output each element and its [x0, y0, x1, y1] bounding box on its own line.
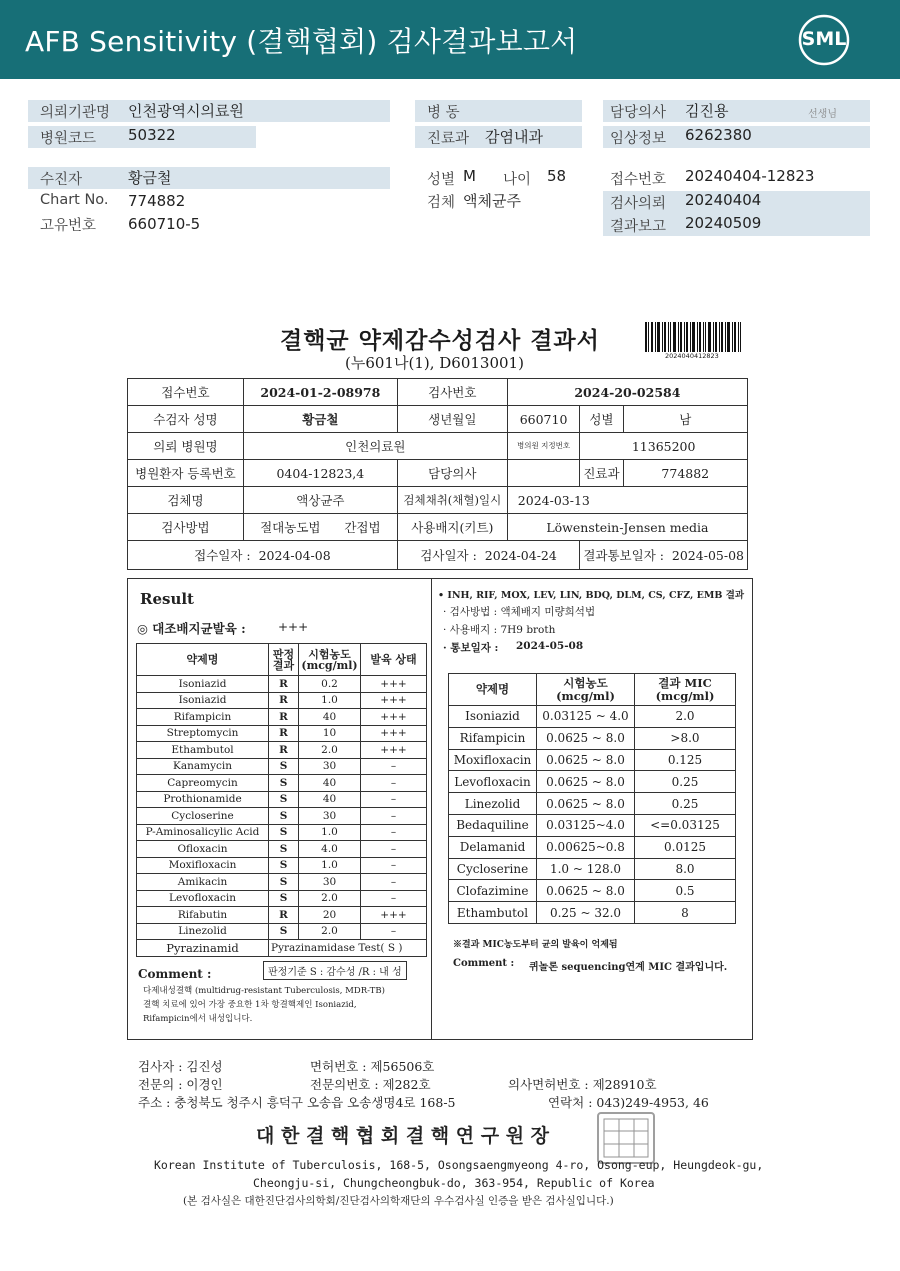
clinical-value: 6262380 — [685, 126, 752, 144]
drug-name: Kanamycin — [137, 758, 269, 775]
mic-result: 8.0 — [635, 858, 736, 880]
drug-name: Bedaquiline — [449, 814, 537, 836]
cell-label: 병원환자 등록번호 — [128, 460, 244, 487]
cell-value: Löwenstein-Jensen media — [507, 514, 747, 541]
judgement: S — [269, 808, 299, 825]
cell-value: 2024-03-13 — [507, 487, 747, 514]
growth: – — [361, 923, 427, 940]
concentration: 40 — [299, 709, 361, 726]
table-row — [449, 727, 736, 749]
specimen-label: 검체 — [427, 195, 456, 211]
report-title: AFB Sensitivity (결핵협회) 검사결과보고서 — [25, 25, 578, 58]
judgement: R — [269, 692, 299, 709]
growth: – — [361, 841, 427, 858]
cell-label: 수검자 성명 — [128, 406, 244, 433]
drug-name: Ofloxacin — [137, 841, 269, 858]
col-header: 시험농도 (mcg/ml) — [537, 674, 635, 706]
concentration-range: 0.0625 ~ 8.0 — [537, 880, 635, 902]
mic-result: 2.0 — [635, 706, 736, 728]
judgement: S — [269, 923, 299, 940]
growth: +++ — [361, 676, 427, 693]
col-header: 발육 상태 — [361, 644, 427, 676]
cell-label: 검체채취(채혈)일시 — [397, 487, 507, 514]
patient-info-table — [127, 378, 748, 570]
chart-label: Chart No. — [40, 192, 109, 208]
drug-name: Clofazimine — [449, 880, 537, 902]
table-row — [449, 814, 736, 836]
judgement: S — [269, 791, 299, 808]
drug-name: Delamanid — [449, 836, 537, 858]
table-row — [449, 880, 736, 902]
official-seal-icon — [597, 1112, 655, 1164]
address-en-line1: Korean Institute of Tuberculosis, 168-5, Osongsaengmyeong 4-ro, Osong-eup, Heungdeok-gu, — [154, 1158, 764, 1172]
growth: +++ — [361, 725, 427, 742]
mic-date-label: · 통보일자 : — [443, 642, 499, 654]
mic-result: 0.125 — [635, 749, 736, 771]
table-row — [449, 902, 736, 924]
col-header: 약제명 — [137, 644, 269, 676]
table-row — [137, 824, 427, 841]
concentration: 4.0 — [299, 841, 361, 858]
drug-name: Prothionamide — [137, 791, 269, 808]
cell-value: 남 — [623, 406, 747, 433]
doc-title: 결핵균 약제감수성검사 결과서 — [280, 327, 600, 354]
drug-name: Amikacin — [137, 874, 269, 891]
cell-value: 황금철 — [243, 406, 397, 433]
dept-label: 진료과 — [427, 131, 470, 147]
concentration: 1.0 — [299, 824, 361, 841]
sex-value: M — [463, 167, 476, 185]
table-row — [137, 841, 427, 858]
mic-table — [448, 673, 736, 924]
chart-value: 774882 — [128, 192, 186, 210]
table-row — [137, 890, 427, 907]
growth: – — [361, 758, 427, 775]
growth: – — [361, 808, 427, 825]
cell-label: 검사방법 — [128, 514, 244, 541]
cell-value: 액상균주 — [243, 487, 397, 514]
mic-result: 8 — [635, 902, 736, 924]
specialist: 전문의 : 이경인 — [138, 1077, 223, 1092]
drug-name: Isoniazid — [137, 692, 269, 709]
judgement: S — [269, 890, 299, 907]
drug-name: Linezolid — [449, 793, 537, 815]
dept-value: 감염내과 — [485, 128, 543, 146]
barcode-icon — [645, 322, 741, 352]
concentration: 2.0 — [299, 923, 361, 940]
cell-value: 0404-12823,4 — [243, 460, 397, 487]
patient-label: 수진자 — [40, 172, 83, 188]
concentration: 2.0 — [299, 742, 361, 759]
cell-value: 11365200 — [580, 433, 748, 460]
col-header: 판정 결과 — [269, 644, 299, 676]
age-label: 나이 — [503, 172, 532, 188]
judgement: R — [269, 742, 299, 759]
growth: – — [361, 874, 427, 891]
hospital-code-label: 병원코드 — [40, 131, 97, 147]
table-row — [137, 775, 427, 792]
cell-label: 담당의사 — [397, 460, 507, 487]
mic-result: 0.25 — [635, 771, 736, 793]
growth: +++ — [361, 742, 427, 759]
report-date-value: 20240509 — [685, 214, 762, 232]
patient-value: 황금철 — [128, 169, 172, 187]
drug-name: Rifampicin — [137, 709, 269, 726]
table-row — [137, 758, 427, 775]
cell-value: 2024-20-02584 — [507, 379, 747, 406]
growth: – — [361, 890, 427, 907]
sex-label: 성별 — [427, 172, 456, 188]
concentration: 1.0 — [299, 857, 361, 874]
concentration: 10 — [299, 725, 361, 742]
drug-name: Ethambutol — [137, 742, 269, 759]
received-date-cell: 접수일자 : 2024-04-08 — [128, 541, 398, 570]
judgement: S — [269, 857, 299, 874]
col-header: 시험농도 (mcg/ml) — [299, 644, 361, 676]
tested-date-cell: 검사일자 : 2024-04-24 — [397, 541, 579, 570]
mic-note: ※결과 MIC농도부터 균의 발육이 억제됨 — [453, 940, 618, 950]
pza-label: Pyrazinamid — [137, 940, 269, 957]
judgement: R — [269, 709, 299, 726]
concentration-range: 0.0625 ~ 8.0 — [537, 727, 635, 749]
cell-label: 검사번호 — [397, 379, 507, 406]
table-row — [449, 793, 736, 815]
table-row — [137, 725, 427, 742]
drug-name: Levofloxacin — [449, 771, 537, 793]
address-en-line2: Cheongju-si, Chungcheongbuk-do, 363-954, Republic of Korea — [253, 1176, 655, 1190]
comment-line: 다제내성결핵 (multidrug-resistant Tuberculosis, MDR-TB) — [143, 986, 385, 996]
concentration: 20 — [299, 907, 361, 924]
concentration: 1.0 — [299, 692, 361, 709]
growth-label: ◎ 대조배지균발육 : — [137, 621, 246, 636]
hospital-code-value: 50322 — [128, 126, 176, 144]
judgement: S — [269, 874, 299, 891]
contact: 연락처 : 043)249-4953, 46 — [548, 1095, 709, 1110]
drug-name: Capreomycin — [137, 775, 269, 792]
cell-value: 절대농도법 간접법 — [243, 514, 397, 541]
mic-heading: • INH, RIF, MOX, LEV, LIN, BDQ, DLM, CS, CFZ, EMB 결과 — [438, 590, 745, 601]
drug-name: Linezolid — [137, 923, 269, 940]
mic-comment: 퀴놀론 sequencing연계 MIC 결과입니다. — [529, 962, 728, 973]
table-row — [137, 857, 427, 874]
growth: – — [361, 857, 427, 874]
concentration: 30 — [299, 808, 361, 825]
concentration-range: 0.0625 ~ 8.0 — [537, 749, 635, 771]
concentration: 40 — [299, 775, 361, 792]
judgement: R — [269, 676, 299, 693]
drug-name: Isoniazid — [137, 676, 269, 693]
cell-value: 660710 — [507, 406, 580, 433]
mic-date: 2024-05-08 — [516, 640, 584, 652]
cell-value: 774882 — [623, 460, 747, 487]
drug-name: Moxifloxacin — [449, 749, 537, 771]
concentration-range: 1.0 ~ 128.0 — [537, 858, 635, 880]
growth: +++ — [361, 692, 427, 709]
age-value: 58 — [547, 167, 567, 185]
table-row — [449, 858, 736, 880]
sml-logo: SML — [798, 14, 850, 66]
mic-medium: · 사용배지 : 7H9 broth — [443, 624, 556, 636]
table-row — [449, 771, 736, 793]
concentration: 30 — [299, 758, 361, 775]
doc-subtitle: (누601나(1), D6013001) — [345, 354, 524, 372]
growth: +++ — [361, 907, 427, 924]
comment-line: 결핵 치료에 있어 가장 중요한 1차 항결핵제인 Isoniazid, — [143, 1000, 357, 1010]
comment-line: Rifampicin에서 내성입니다. — [143, 1014, 253, 1024]
judgement: R — [269, 907, 299, 924]
table-row — [449, 836, 736, 858]
doctor-label: 담당의사 — [610, 105, 667, 121]
drug-name: Rifabutin — [137, 907, 269, 924]
report-date-label: 결과보고 — [610, 219, 667, 235]
table-row — [449, 749, 736, 771]
clinical-label: 임상정보 — [610, 131, 667, 147]
judgement: S — [269, 758, 299, 775]
judgement: R — [269, 725, 299, 742]
drug-name: Cycloserine — [137, 808, 269, 825]
cell-label: 성별 — [580, 406, 623, 433]
cell-label: 의뢰 병원명 — [128, 433, 244, 460]
table-row — [137, 791, 427, 808]
growth-value: +++ — [278, 620, 309, 634]
drug-name: Ethambutol — [449, 902, 537, 924]
specimen-value: 액체균주 — [463, 192, 521, 210]
concentration-range: 0.0625 ~ 8.0 — [537, 771, 635, 793]
criteria-box: 판정기준 S : 감수성 /R : 내 성 — [263, 961, 407, 980]
doctor-value: 김진용 — [685, 102, 729, 120]
id-value: 660710-5 — [128, 215, 201, 233]
concentration: 2.0 — [299, 890, 361, 907]
table-row — [137, 907, 427, 924]
mic-result: >8.0 — [635, 727, 736, 749]
concentration: 0.2 — [299, 676, 361, 693]
judgement: S — [269, 824, 299, 841]
institute-name: 대 한 결 핵 협 회 결 핵 연 구 원 장 — [256, 1125, 550, 1147]
report-header — [0, 0, 900, 79]
notified-date-cell: 결과통보일자 : 2024-05-08 — [580, 541, 748, 570]
cell-label: 사용배지(키트) — [397, 514, 507, 541]
table-row — [137, 874, 427, 891]
concentration-range: 0.00625~0.8 — [537, 836, 635, 858]
growth: – — [361, 775, 427, 792]
drug-name: Cycloserine — [449, 858, 537, 880]
col-header: 결과 MIC (mcg/ml) — [635, 674, 736, 706]
table-row — [137, 808, 427, 825]
cell-label: 검체명 — [128, 487, 244, 514]
table-row — [137, 692, 427, 709]
drug-name: Rifampicin — [449, 727, 537, 749]
judgement: S — [269, 775, 299, 792]
drug-name: Moxifloxacin — [137, 857, 269, 874]
table-row — [449, 706, 736, 728]
growth: +++ — [361, 709, 427, 726]
mic-comment-label: Comment : — [453, 958, 515, 969]
sensitivity-table — [136, 643, 427, 957]
cell-label: 병의원 지정번호 — [507, 433, 580, 460]
drug-name: Streptomycin — [137, 725, 269, 742]
table-row — [137, 676, 427, 693]
institution-value: 인천광역시의료원 — [128, 102, 244, 120]
barcode-number: 2024040412823 — [665, 352, 719, 360]
table-row — [137, 742, 427, 759]
id-label: 고유번호 — [40, 218, 97, 234]
concentration: 40 — [299, 791, 361, 808]
mic-result: 0.25 — [635, 793, 736, 815]
mic-result: <=0.03125 — [635, 814, 736, 836]
cell-value: 인천의료원 — [243, 433, 507, 460]
specialist-license: 전문의번호 : 제282호 — [310, 1077, 431, 1092]
reception-label: 접수번호 — [610, 172, 667, 188]
tester-license: 면허번호 : 제56506호 — [310, 1059, 435, 1074]
reception-value: 20240404-12823 — [685, 167, 815, 185]
doctor-suffix: 선생님 — [808, 109, 837, 120]
ward-label: 병 동 — [427, 105, 460, 121]
doctor-license: 의사면허번호 : 제28910호 — [508, 1077, 657, 1092]
cell-label: 진료과 — [580, 460, 623, 487]
result-comment-label: Comment : — [138, 967, 212, 981]
mic-result: 0.5 — [635, 880, 736, 902]
drug-name: Isoniazid — [449, 706, 537, 728]
table-row — [137, 923, 427, 940]
certification-note: (본 검사실은 대한진단검사의학회/진단검사의학재단의 우수검사실 인증을 받은 검사실입니다.) — [183, 1195, 614, 1207]
growth: – — [361, 791, 427, 808]
request-value: 20240404 — [685, 191, 762, 209]
growth: – — [361, 824, 427, 841]
cell-label: 생년월일 — [397, 406, 507, 433]
mic-method: · 검사방법 : 액체배지 미량희석법 — [443, 606, 596, 618]
info-band — [28, 167, 390, 189]
concentration-range: 0.03125~4.0 — [537, 814, 635, 836]
institution-label: 의뢰기관명 — [40, 105, 111, 121]
pza-value: Pyrazinamidase Test( S ) — [269, 940, 427, 957]
cell-label: 접수번호 — [128, 379, 244, 406]
cell-value — [507, 460, 580, 487]
concentration: 30 — [299, 874, 361, 891]
cell-value: 2024-01-2-08978 — [243, 379, 397, 406]
tester: 검사자 : 김진성 — [138, 1059, 223, 1074]
drug-name: Levofloxacin — [137, 890, 269, 907]
address: 주소 : 충청북도 청주시 흥덕구 오송읍 오송생명4로 168-5 — [138, 1095, 456, 1110]
request-label: 검사의뢰 — [610, 196, 667, 212]
judgement: S — [269, 841, 299, 858]
drug-name: P-Aminosalicylic Acid — [137, 824, 269, 841]
concentration-range: 0.0625 ~ 8.0 — [537, 793, 635, 815]
table-row — [137, 709, 427, 726]
concentration-range: 0.25 ~ 32.0 — [537, 902, 635, 924]
mic-result: 0.0125 — [635, 836, 736, 858]
col-header: 약제명 — [449, 674, 537, 706]
concentration-range: 0.03125 ~ 4.0 — [537, 706, 635, 728]
result-title: Result — [140, 590, 194, 608]
